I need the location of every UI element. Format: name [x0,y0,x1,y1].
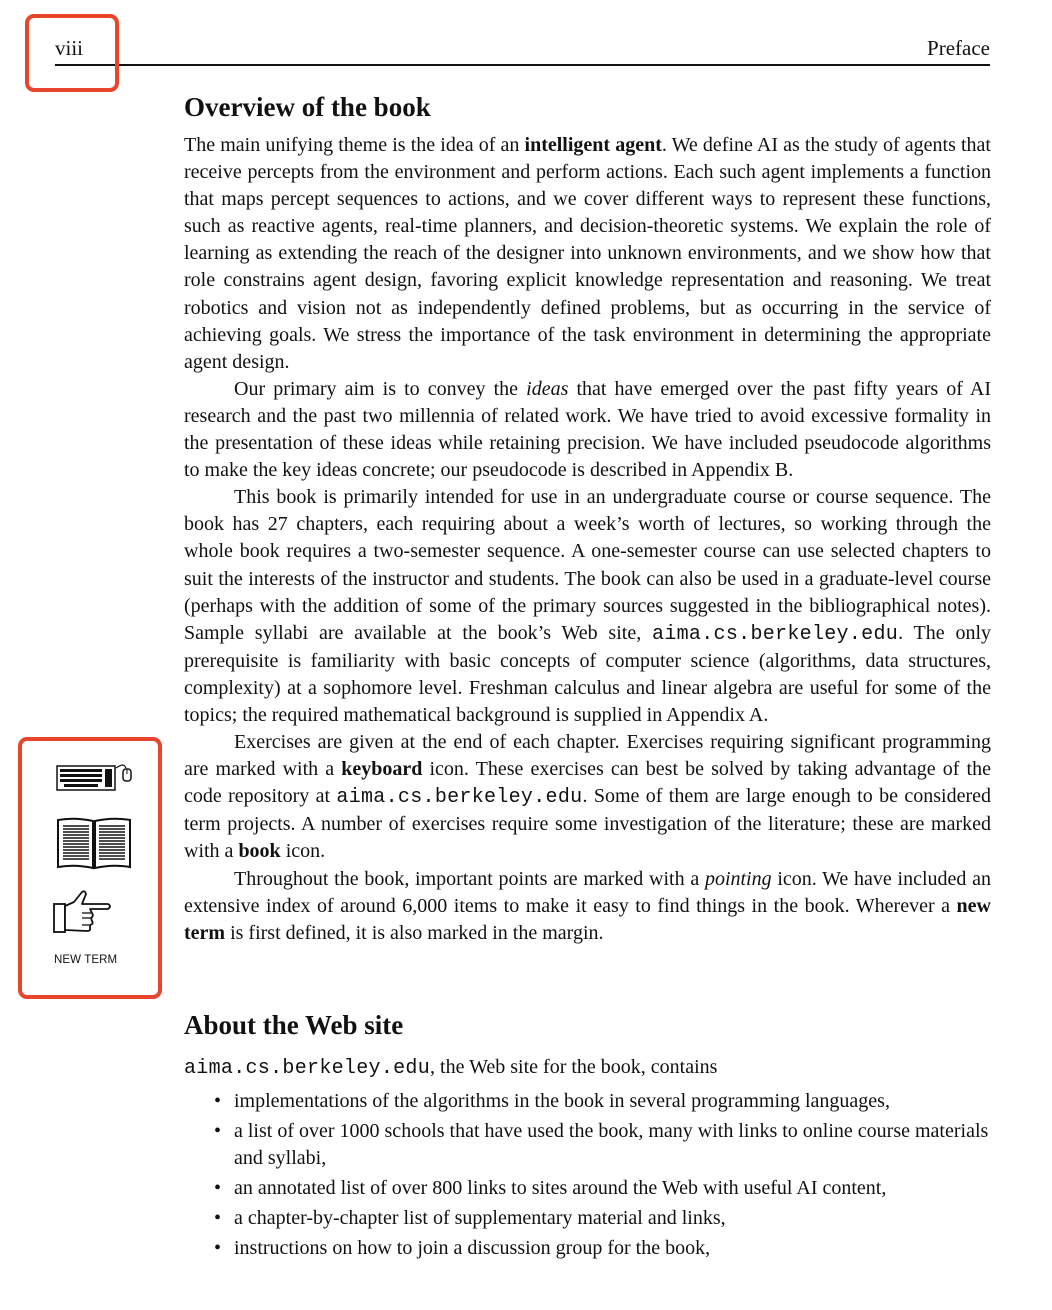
term-new-term: new term [184,894,991,944]
website-contents-list [184,1088,991,1262]
website-url: aima.cs.berkeley.edu [336,786,583,810]
list-item: • an annotated list of over 800 links to sites around the Web with useful AI content, [234,1175,991,1202]
header-rule [55,64,990,66]
book-icon [55,815,133,871]
website-url: aima.cs.berkeley.edu [652,622,899,646]
list-item: • instructions on how to join a discussion group for the book, [234,1235,991,1262]
website-url: aima.cs.berkeley.edu [184,1057,431,1080]
running-head: Preface [927,36,990,60]
overview-section [184,88,991,947]
list-item: • implementations of the algorithms in the book in several programming languages, [234,1088,991,1115]
new-term-margin-label: NEW TERM [54,954,118,966]
term-intelligent-agent: intelligent agent [524,134,662,156]
paragraph-4: Exercises are given at the end of each chapter. Exercises requiring significant programming are marked with a keyboard icon. These exercises can best be solved by taking advantage of the code repository at aima.cs.berkeley.edu. Some of them are large enough to be considered term projects. A number of exercises require some investigation of the literature; these are marked with a book icon. [184,731,991,863]
page-number-highlight [25,14,119,92]
list-item: • a chapter-by-chapter list of supplementary material and links, [234,1205,991,1232]
section-heading-website: About the Web site [184,1010,404,1040]
paragraph-2: Our primary aim is to convey the ideas that have emerged over the past fifty years of AI research and the past two millennia of related work. We have tried to avoid excessive formality in the presentation of these ideas while retaining precision. We have included pseudocode algorithms to make the key ideas concrete; our pseudocode is described in Appendix B. [184,377,991,482]
website-section [184,1006,991,1265]
page-number: viii [55,36,84,60]
section-heading-overview: Overview of the book [184,92,431,122]
term-keyboard: keyboard [341,758,423,781]
term-book: book [238,840,281,863]
emphasis-ideas: ideas [526,377,569,400]
website-intro: aima.cs.berkeley.edu, the Web site for the book, contains [184,1056,718,1080]
paragraph-1: The main unifying theme is the idea of an intelligent agent. We define AI as the study of agents that receive percepts from the environment and perform actions. Each such agent implements a function that maps percept sequences to actions, and we cover different ways to represent these functions, such as reactive agents, real-time planners, and decision-theoretic systems. We explain the role of learning as extending the reach of the designer into unknown environments, and we show how that role constrains agent design, favoring explicit knowledge representation and reasoning. We treat robotics and vision not as independently defined problems, but as occurring in the service of achieving goals. We stress the importance of the task environment in determining the appropriate agent design. [184,134,991,373]
emphasis-pointing: pointing [704,867,772,890]
paragraph-5: Throughout the book, important points are marked with a pointing icon. We have included an extensive index of around 6,000 items to make it easy to find things in the book. Wherever a new term is first defined, it is also marked in the margin. [184,867,991,944]
paragraph-3: This book is primarily intended for use in an undergraduate course or course sequence. The book has 27 chapters, each requiring about a week’s worth of lectures, so working through the whole book requires a two-semester sequence. A one-semester course can use selected chapters to suit the interests of the instructor and students. The book can also be used in a graduate-level course (perhaps with the addition of some of the primary sources suggested in the bibliographical notes). Sample syllabi are available at the book’s Web site, aima.cs.berkeley.edu. The only prerequisite is familiarity with basic concepts of computer science (algorithms, data structures, complexity) at a sophomore level. Freshman calculus and linear algebra are useful for some of the topics; the required mathematical background is supplied in Appendix A. [184,486,991,726]
list-item: • a list of over 1000 schools that have used the book, many with links to online course materials and syllabi, [234,1118,991,1172]
pointing-hand-icon [52,888,114,936]
keyboard-icon [56,762,134,796]
